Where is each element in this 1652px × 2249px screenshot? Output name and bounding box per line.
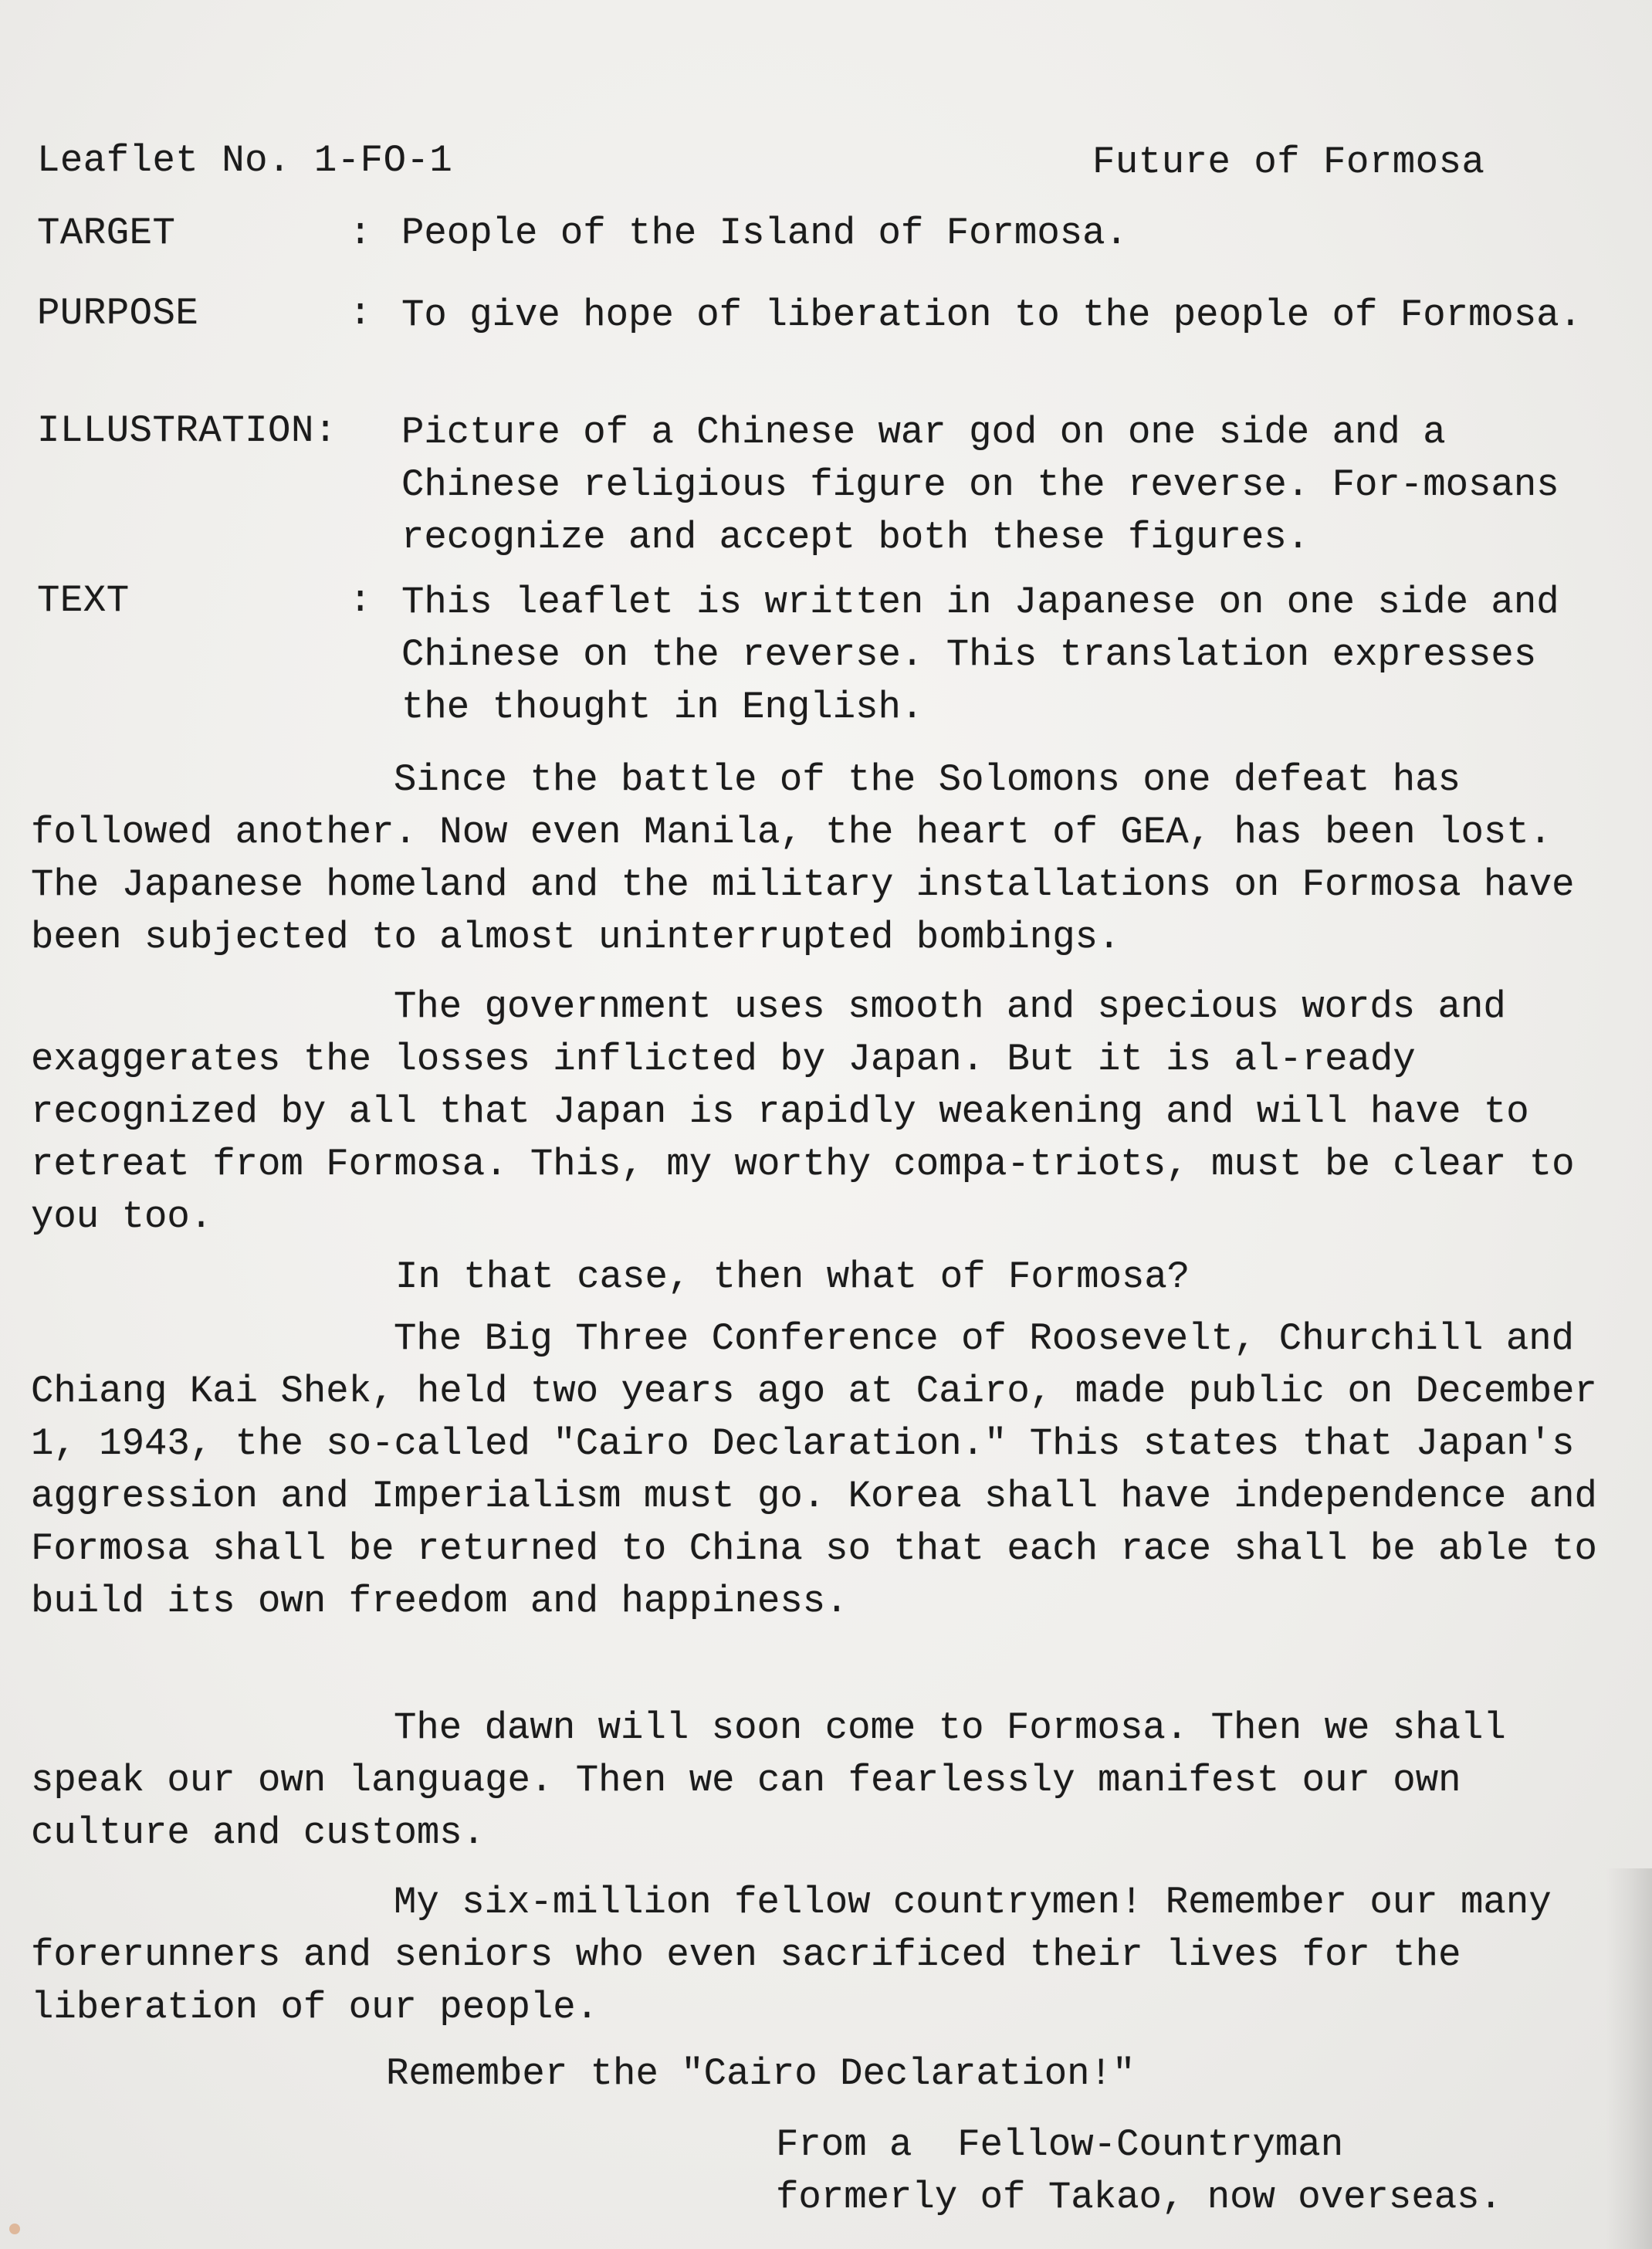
leaflet-number: Leaflet No. 1-FO-1 xyxy=(37,139,453,182)
paragraph-4: The Big Three Conference of Roosevelt, Churchill and Chiang Kai Shek, held two years ago at Cairo, made public on December 1, 1943, the so-called "Cairo Declaration." This states that Japan's aggression and Imperialism must go. Korea shall have independence and Formosa shall be returned to China so that each race shall be able to build its own freedom and happiness. xyxy=(31,1317,1597,1623)
page-curl-shadow xyxy=(1606,1868,1652,2249)
field-value-illustration: Picture of a Chinese war god on one side and a Chinese religious figure on the reverse. For-mosans recognize and accept both these figures. xyxy=(401,411,1559,559)
paragraph-1: Since the battle of the Solomons one defeat has followed another. Now even Manila, the heart of GEA, has been lost. The Japanese homeland and the military installations on Formosa have been subjected to almost uninterrupted bombings. xyxy=(31,758,1575,959)
field-label-target: TARGET xyxy=(37,212,176,255)
illustration-label-text: ILLUSTRATION xyxy=(37,409,314,452)
field-label-text: TEXT xyxy=(37,579,130,622)
field-sep-purpose: : xyxy=(349,292,372,335)
field-value-target: People of the Island of Formosa. xyxy=(401,212,1128,255)
field-value-purpose: To give hope of liberation to the people of Formosa. xyxy=(401,293,1583,337)
field-label-illustration xyxy=(37,408,337,454)
stain-mark xyxy=(9,2224,20,2234)
signature-line-1: From a Fellow-Countryman xyxy=(776,2123,1344,2166)
signature-line-2: formerly of Takao, now overseas. xyxy=(776,2176,1502,2219)
field-sep-illustration: : xyxy=(313,409,337,452)
field-sep-target: : xyxy=(349,212,372,255)
paragraph-3: In that case, then what of Formosa? xyxy=(395,1255,1190,1299)
field-value-text: This leaflet is written in Japanese on one side and Chinese on the reverse. This translation expresses the thought in English. xyxy=(401,581,1559,729)
paragraph-5: The dawn will soon come to Formosa. Then we shall speak our own language. Then we can fearlessly manifest our own culture and customs. xyxy=(31,1706,1506,1854)
paragraph-2: The government uses smooth and specious words and exaggerates the losses inflicted by Japan. But it is al-ready recognized by all that Japan is rapidly weakening and will have to retreat from Formosa. This, my worthy compa-triots, must be clear to you too. xyxy=(31,985,1575,1238)
field-label-purpose: PURPOSE xyxy=(37,292,199,335)
field-sep-text: : xyxy=(349,579,372,622)
document-title: Future of Formosa xyxy=(1092,141,1485,184)
paragraph-6: My six-million fellow countrymen! Remember our many forerunners and seniors who even sacrificed their lives for the liberation of our people. xyxy=(31,1881,1552,2029)
paragraph-7: Remember the "Cairo Declaration!" xyxy=(386,2052,1136,2095)
